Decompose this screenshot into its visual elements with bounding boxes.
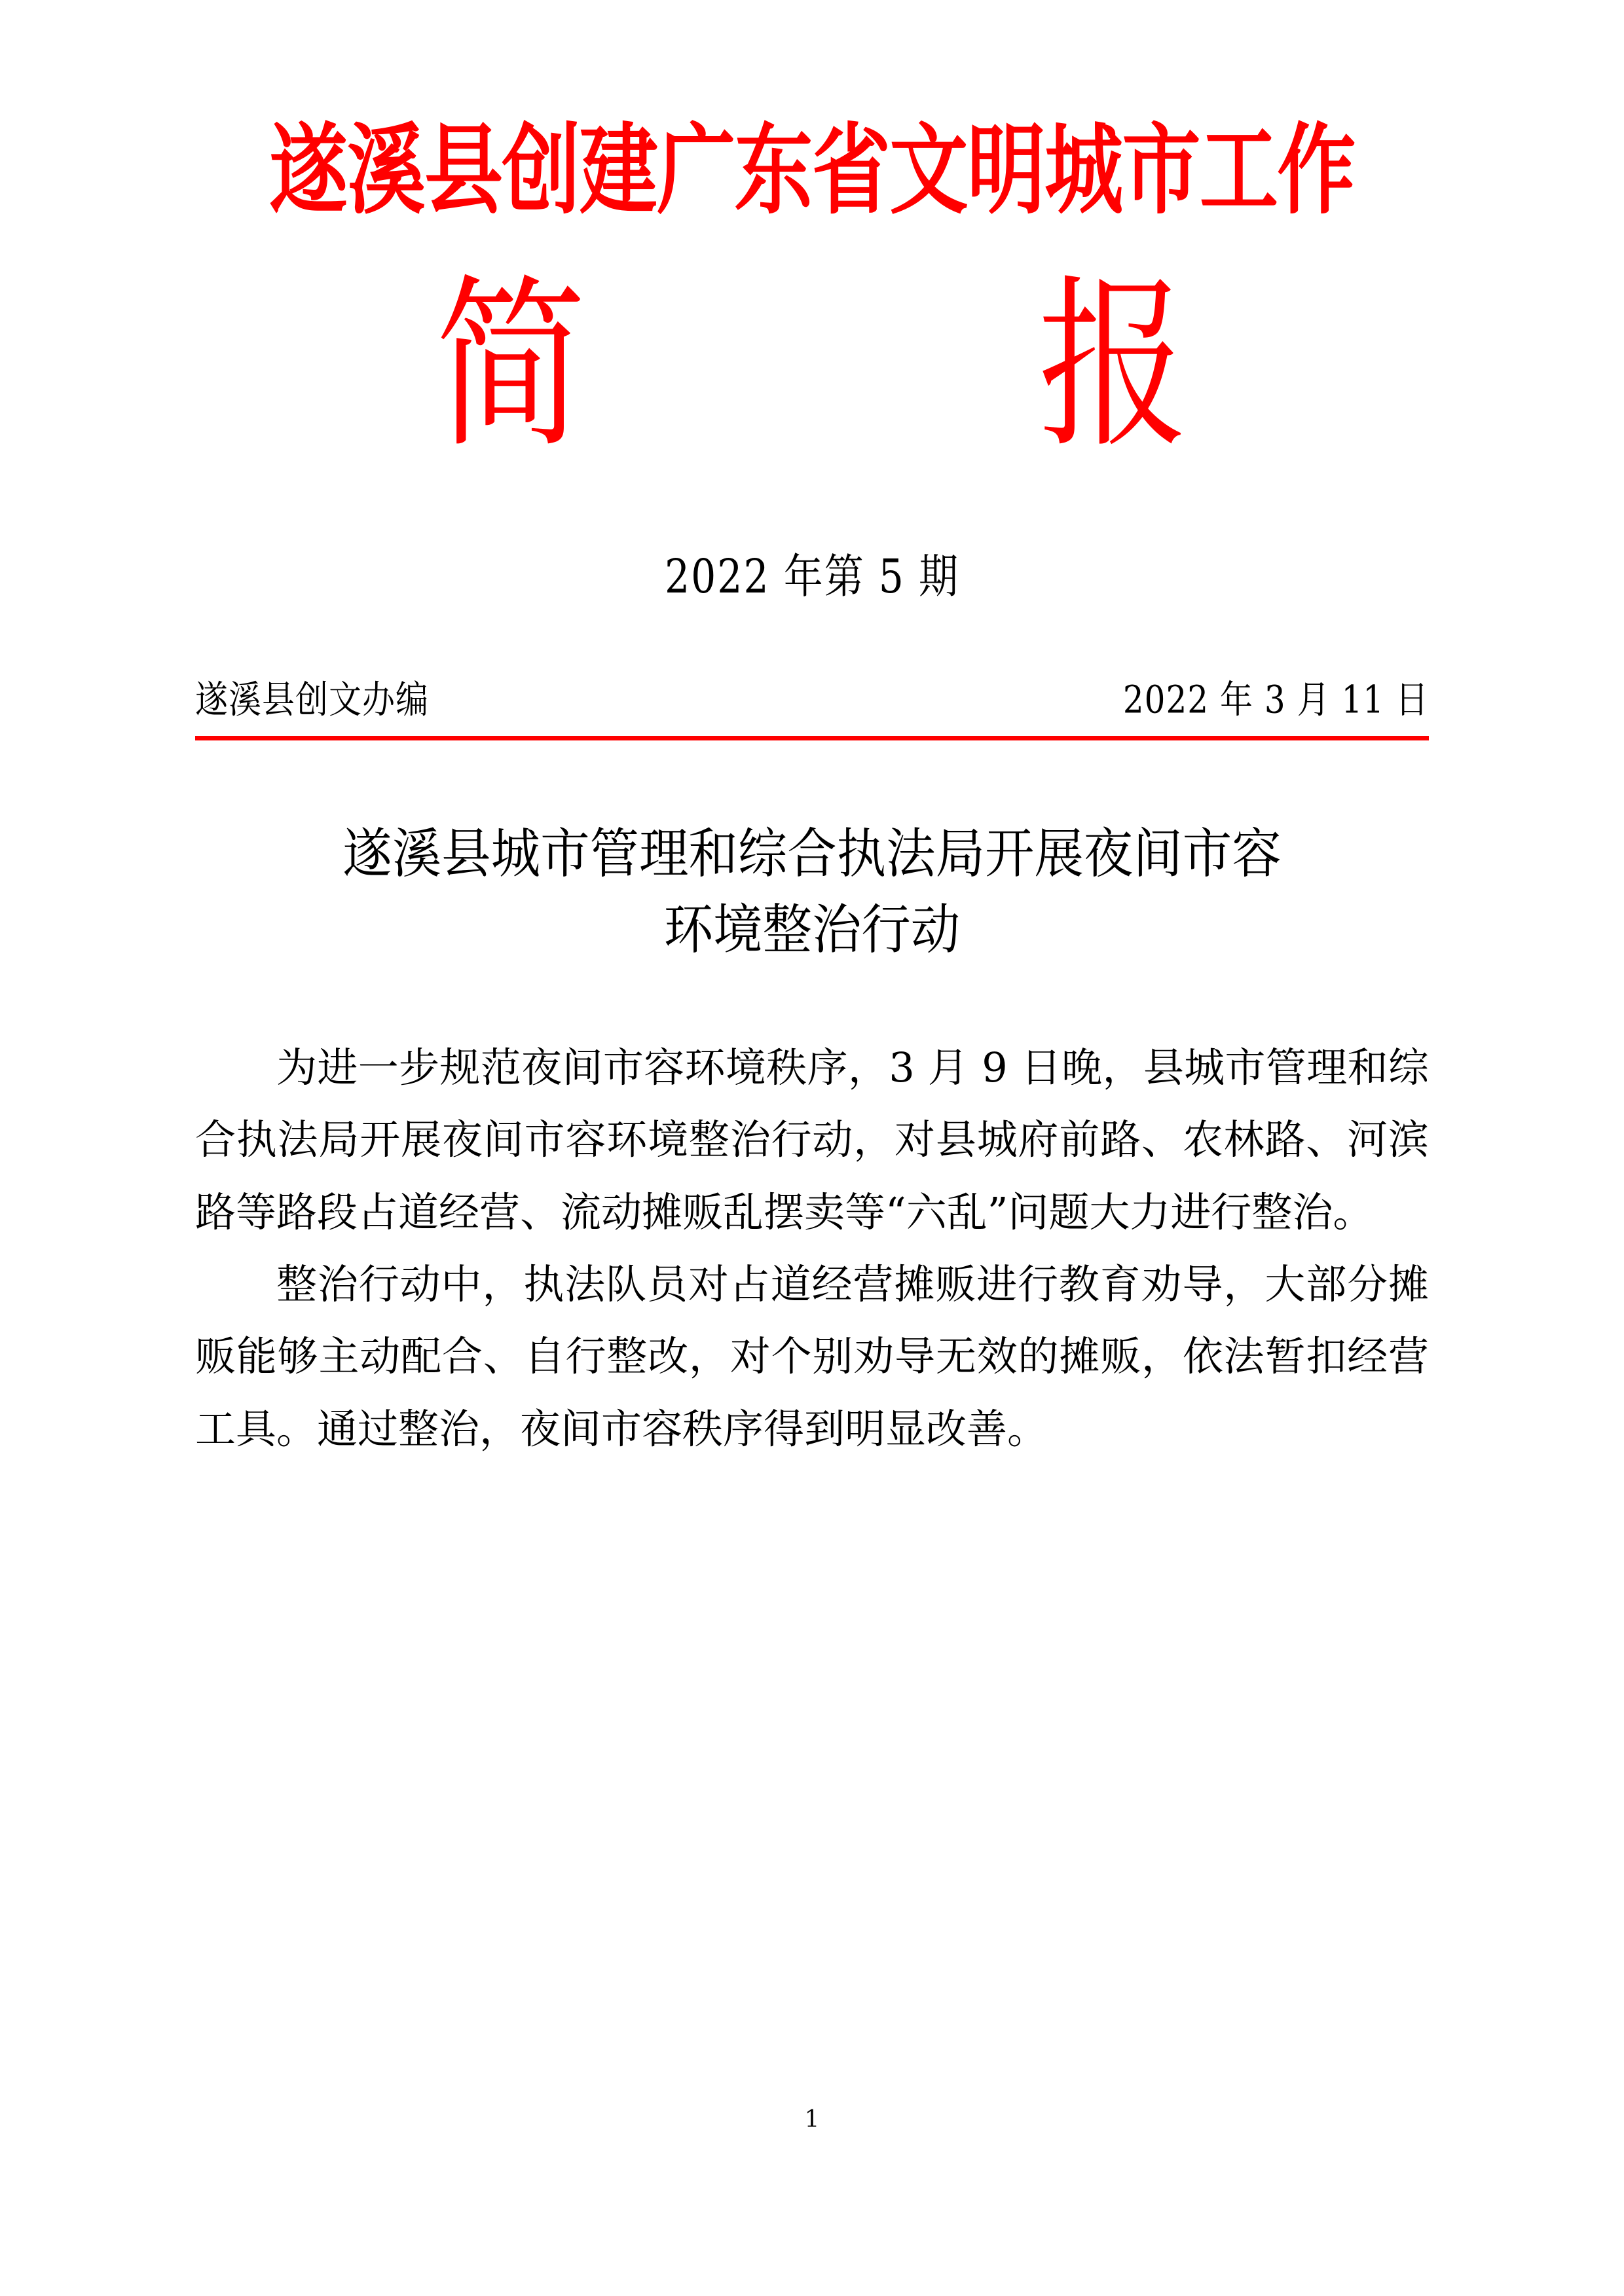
page-number: 1 [804, 2106, 820, 2133]
masthead-divider-rule [195, 736, 1429, 740]
imprint-date: 2022 年 3 月 11 日 [1122, 678, 1429, 722]
article-headline-line-1: 遂溪县城市管理和综合执法局开展夜间市容 [342, 823, 1282, 885]
imprint-publisher: 遂溪县创文办编 [195, 678, 429, 722]
article [0, 816, 1624, 1465]
article-body [195, 1032, 1429, 1465]
masthead-subtitle: 简 报 [435, 259, 1189, 473]
article-paragraph: 为进一步规范夜间市容环境秩序，3 月 9 日晚，县城市管理和综合执法局开展夜间市容环境整治行动，对县城府前路、农林路、河滨路等路段占道经营、流动摊贩乱摆卖等“六乱”问题大力进行整治。 [195, 1043, 1429, 1236]
article-paragraph: 整治行动中，执法队员对占道经营摊贩进行教育劝导，大部分摊贩能够主动配合、自行整改，对个别劝导无效的摊贩，依法暂扣经营工具。通过整治，夜间市容秩序得到明显改善。 [195, 1260, 1429, 1453]
article-headline-line-2: 环境整治行动 [663, 899, 961, 962]
masthead-title: 遂溪县创建广东省文明城市工作 [269, 114, 1355, 228]
page-footer [0, 2108, 1624, 2132]
masthead [0, 0, 1624, 473]
article-headline [244, 816, 1379, 969]
imprint-row [0, 678, 1624, 722]
issue-number: 2022 年第 5 期 [664, 550, 960, 604]
